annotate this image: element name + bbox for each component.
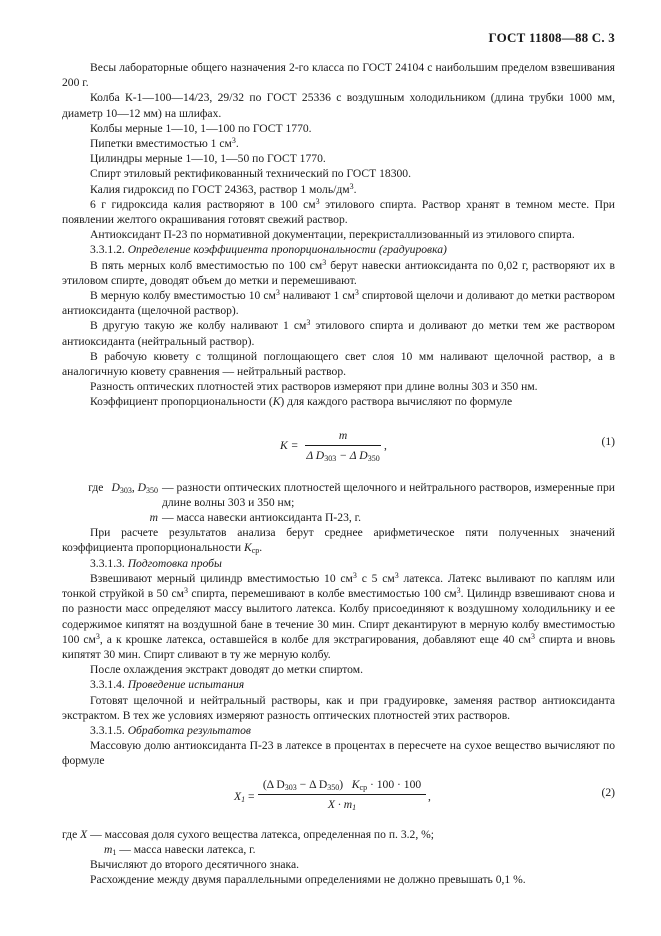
section-number: 3.3.1.2. <box>90 243 125 257</box>
section-title: Обработка результатов <box>127 723 251 737</box>
formula-fraction <box>258 777 426 812</box>
symbol-k: K <box>244 541 252 555</box>
para-313-after: После охлаждения экстракт доводят до метки спиртом. <box>90 663 363 677</box>
legend-row <box>62 510 615 525</box>
para-alcohol: Спирт этиловый ректификованный технический по ГОСТ 18300. <box>90 167 412 181</box>
para-312-d: В рабочую кювету с толщиной поглощающего свет слоя 10 мм наливают щелочной раствор, а в аналогичную кювету сравнения — нейтральный раствор. <box>62 349 615 379</box>
superscript: 3 <box>231 136 236 146</box>
text: D <box>137 480 146 494</box>
text: , <box>131 480 135 494</box>
text: При расчете результатов анализа берут среднее арифметическое пяти полученных значений коэффициента пропорциональности <box>62 526 615 555</box>
text: . <box>235 137 239 151</box>
subscript: 350 <box>367 453 380 463</box>
page-header: ГОСТ 11808—88 С. 3 <box>488 30 615 45</box>
text: ) <box>339 777 344 791</box>
text: . <box>353 182 357 196</box>
formula-denominator <box>305 446 381 463</box>
para-cylinders: Цилиндры мерные 1—10, 1—50 по ГОСТ 1770. <box>90 152 326 166</box>
text: − Δ D <box>336 448 368 462</box>
subscript: 1 <box>112 847 117 857</box>
text: 6 г гидроксида калия растворяют в 100 см <box>90 197 316 211</box>
text: — массовая доля сухого вещества латекса, определенная по п. 3.2, %; <box>87 827 434 841</box>
formula-numerator <box>258 777 426 795</box>
text: ) для каждого раствора вычисляют по формуле <box>280 395 513 409</box>
formula-comma: , <box>428 789 431 803</box>
text: = <box>245 789 255 803</box>
formula-numerator: m <box>305 428 381 446</box>
superscript: 3 <box>315 196 320 206</box>
section-3-3-1-4 <box>62 677 615 692</box>
para-calc <box>62 525 615 555</box>
formula-comma: , <box>384 438 387 452</box>
text: . <box>259 541 263 555</box>
subscript: ср <box>251 546 260 556</box>
superscript: 3 <box>322 257 327 267</box>
para-koh <box>62 182 615 197</box>
text: Δ D <box>306 448 325 462</box>
para-diff: Расхождение между двумя параллельными определениями не должно превышать 0,1 %. <box>90 873 526 887</box>
text: этилового спирта. Раствор хранят в темном месте. При появлении желтого окрашивания готовят свежий раствор. <box>62 197 615 227</box>
superscript: 3 <box>530 631 535 641</box>
text: Взвешивают мерный цилиндр вместимостью 10 см <box>90 571 353 585</box>
formula-denominator <box>258 795 426 812</box>
subscript: 350 <box>146 485 158 495</box>
text: Калия гидроксид по ГОСТ 24363, раствор 1 моль/дм <box>90 182 350 196</box>
section-title: Подготовка пробы <box>127 556 222 570</box>
section-3-3-1-2 <box>62 242 615 257</box>
superscript: 3 <box>349 181 354 191</box>
para-312-e: Разность оптических плотностей этих растворов измеряют при длине волны 303 и 350 нм. <box>90 380 538 394</box>
subscript: 350 <box>327 782 340 792</box>
superscript: 3 <box>183 586 188 596</box>
text: где <box>88 480 104 494</box>
subscript: 303 <box>324 453 337 463</box>
para-312-c <box>62 318 615 348</box>
para-flasks: Колбы мерные 1—10, 1—100 по ГОСТ 1770. <box>90 121 312 135</box>
section-number: 3.3.1.4. <box>90 678 125 692</box>
text: , а к крошке латекса, оставшейся в колбе для экстрагирования, добавляют еще 40 см <box>99 632 531 646</box>
text: где <box>62 827 81 841</box>
text: В другую такую же колбу наливают 1 см <box>90 319 307 333</box>
superscript: 3 <box>306 318 311 328</box>
text: наливают 1 см <box>279 289 355 303</box>
superscript: 3 <box>352 570 357 580</box>
para-antioxidant: Антиоксидант П-23 по нормативной документации, перекристаллизованный из этилового спирта. <box>90 228 575 242</box>
formula-2 <box>62 771 615 827</box>
superscript: 3 <box>95 631 100 641</box>
text: с 5 см <box>356 571 395 585</box>
section-title: Определение коэффициента пропорциональности (градуировка) <box>127 243 447 257</box>
superscript: 3 <box>275 288 280 298</box>
subscript: 303 <box>119 485 132 495</box>
formula-lhs: K = <box>280 438 299 452</box>
formula-1-legend <box>62 480 615 526</box>
formula-1 <box>62 414 615 480</box>
text: В мерную колбу вместимостью 10 см <box>90 289 276 303</box>
text: K <box>351 777 360 791</box>
para-round: Вычисляют до второго десятичного знака. <box>90 857 300 871</box>
legend-text: — разности оптических плотностей щелочного и нейтрального растворов, измеренные при длине волны 303 и 350 нм; <box>162 480 615 509</box>
text: Пипетки вместимостью 1 см <box>90 137 232 151</box>
superscript: 3 <box>456 586 461 596</box>
legend-symbol <box>62 480 162 510</box>
text: . Цилиндр взвешивают снова и по разности масс определяют массу вылитого латекса. Колбу присоединяют к воздушному холодильнику и ее содержимое кипятят на воздушной бане в течение 30 мин. Спирт декантируют в мерную колбу вместимостью 100 см <box>62 587 616 646</box>
text: спирта и вновь кипятят 30 мин. Спирт сливают в ту же мерную колбу. <box>62 632 615 661</box>
text: · 100 · 100 <box>367 777 422 791</box>
document-body <box>62 60 615 887</box>
legend-symbol: m <box>149 511 158 525</box>
subscript: ср <box>359 782 368 792</box>
equation-number: (2) <box>601 785 615 799</box>
text: — масса навески латекса, г. <box>116 842 256 856</box>
section-number: 3.3.1.5. <box>90 723 125 737</box>
text: − Δ D <box>296 777 328 791</box>
symbol-k: K <box>272 395 281 409</box>
subscript: 1 <box>241 794 246 804</box>
text: спиртовой щелочи и доливают до метки раствором антиоксиданта (щелочной раствор). <box>62 289 615 318</box>
section-number: 3.3.1.3. <box>90 556 125 570</box>
text: этилового спирта и доливают до метки тем же раствором антиоксиданта (нейтральный раствор). <box>62 319 615 348</box>
formula-lhs <box>234 789 255 804</box>
text: X <box>234 789 242 803</box>
para-scales: Весы лабораторные общего назначения 2-го класса по ГОСТ 24104 с наибольшим пределом взвешивания 200 г. <box>62 61 615 90</box>
para-313 <box>62 571 615 662</box>
superscript: 3 <box>394 570 399 580</box>
text: (Δ D <box>262 777 285 791</box>
equation-number: (1) <box>601 434 615 448</box>
text: спирта, перемешивают в колбе вместимостью 100 см <box>187 587 457 601</box>
formula-2-legend-row-1 <box>62 827 615 842</box>
text: берут навески антиоксиданта по 0,02 г, растворяют их в этиловом спирте, доводят объем до метки и перемешивают. <box>62 258 615 287</box>
formula-fraction <box>305 428 381 463</box>
text: латекса. Латекс выливают по каплям или тонкой струйкой в 50 см <box>62 571 615 601</box>
section-title: Проведение испытания <box>127 678 245 692</box>
section-3-3-1-5 <box>62 723 615 738</box>
formula-2-legend-row-2 <box>62 842 615 857</box>
para-314: Готовят щелочной и нейтральный растворы, как и при градуировке, заменяя раствор антиоксиданта экстрактом. В тех же условиях измеряют разность оптических плотностей этих растворов. <box>62 693 615 722</box>
para-flask: Колба К-1—100—14/23, 29/32 по ГОСТ 25336 с воздушным холодильником (длина трубки 1000 мм, диаметр 10—12 мм) на шлифах. <box>62 91 615 120</box>
para-pipettes <box>62 136 615 151</box>
legend-text: — масса навески антиоксиданта П-23, г. <box>162 511 362 525</box>
text: D <box>111 480 120 494</box>
symbol-m: m <box>104 842 113 856</box>
symbol-x: X <box>80 827 88 841</box>
para-312-b <box>62 288 615 318</box>
para-6g <box>62 197 615 227</box>
text: В пять мерных колб вместимостью по 100 см <box>90 258 323 272</box>
subscript: 303 <box>284 782 297 792</box>
legend-row <box>62 480 615 510</box>
text: Коэффициент пропорциональности ( <box>90 395 273 409</box>
text: X · m <box>327 797 353 811</box>
section-3-3-1-3 <box>62 556 615 571</box>
superscript: 3 <box>354 288 359 298</box>
subscript: 1 <box>352 802 357 812</box>
para-312-f <box>62 394 615 409</box>
para-312-a <box>62 258 615 288</box>
para-315: Массовую долю антиоксиданта П-23 в латексе в процентах в пересчете на сухое вещество вычисляют по формуле <box>62 739 615 768</box>
